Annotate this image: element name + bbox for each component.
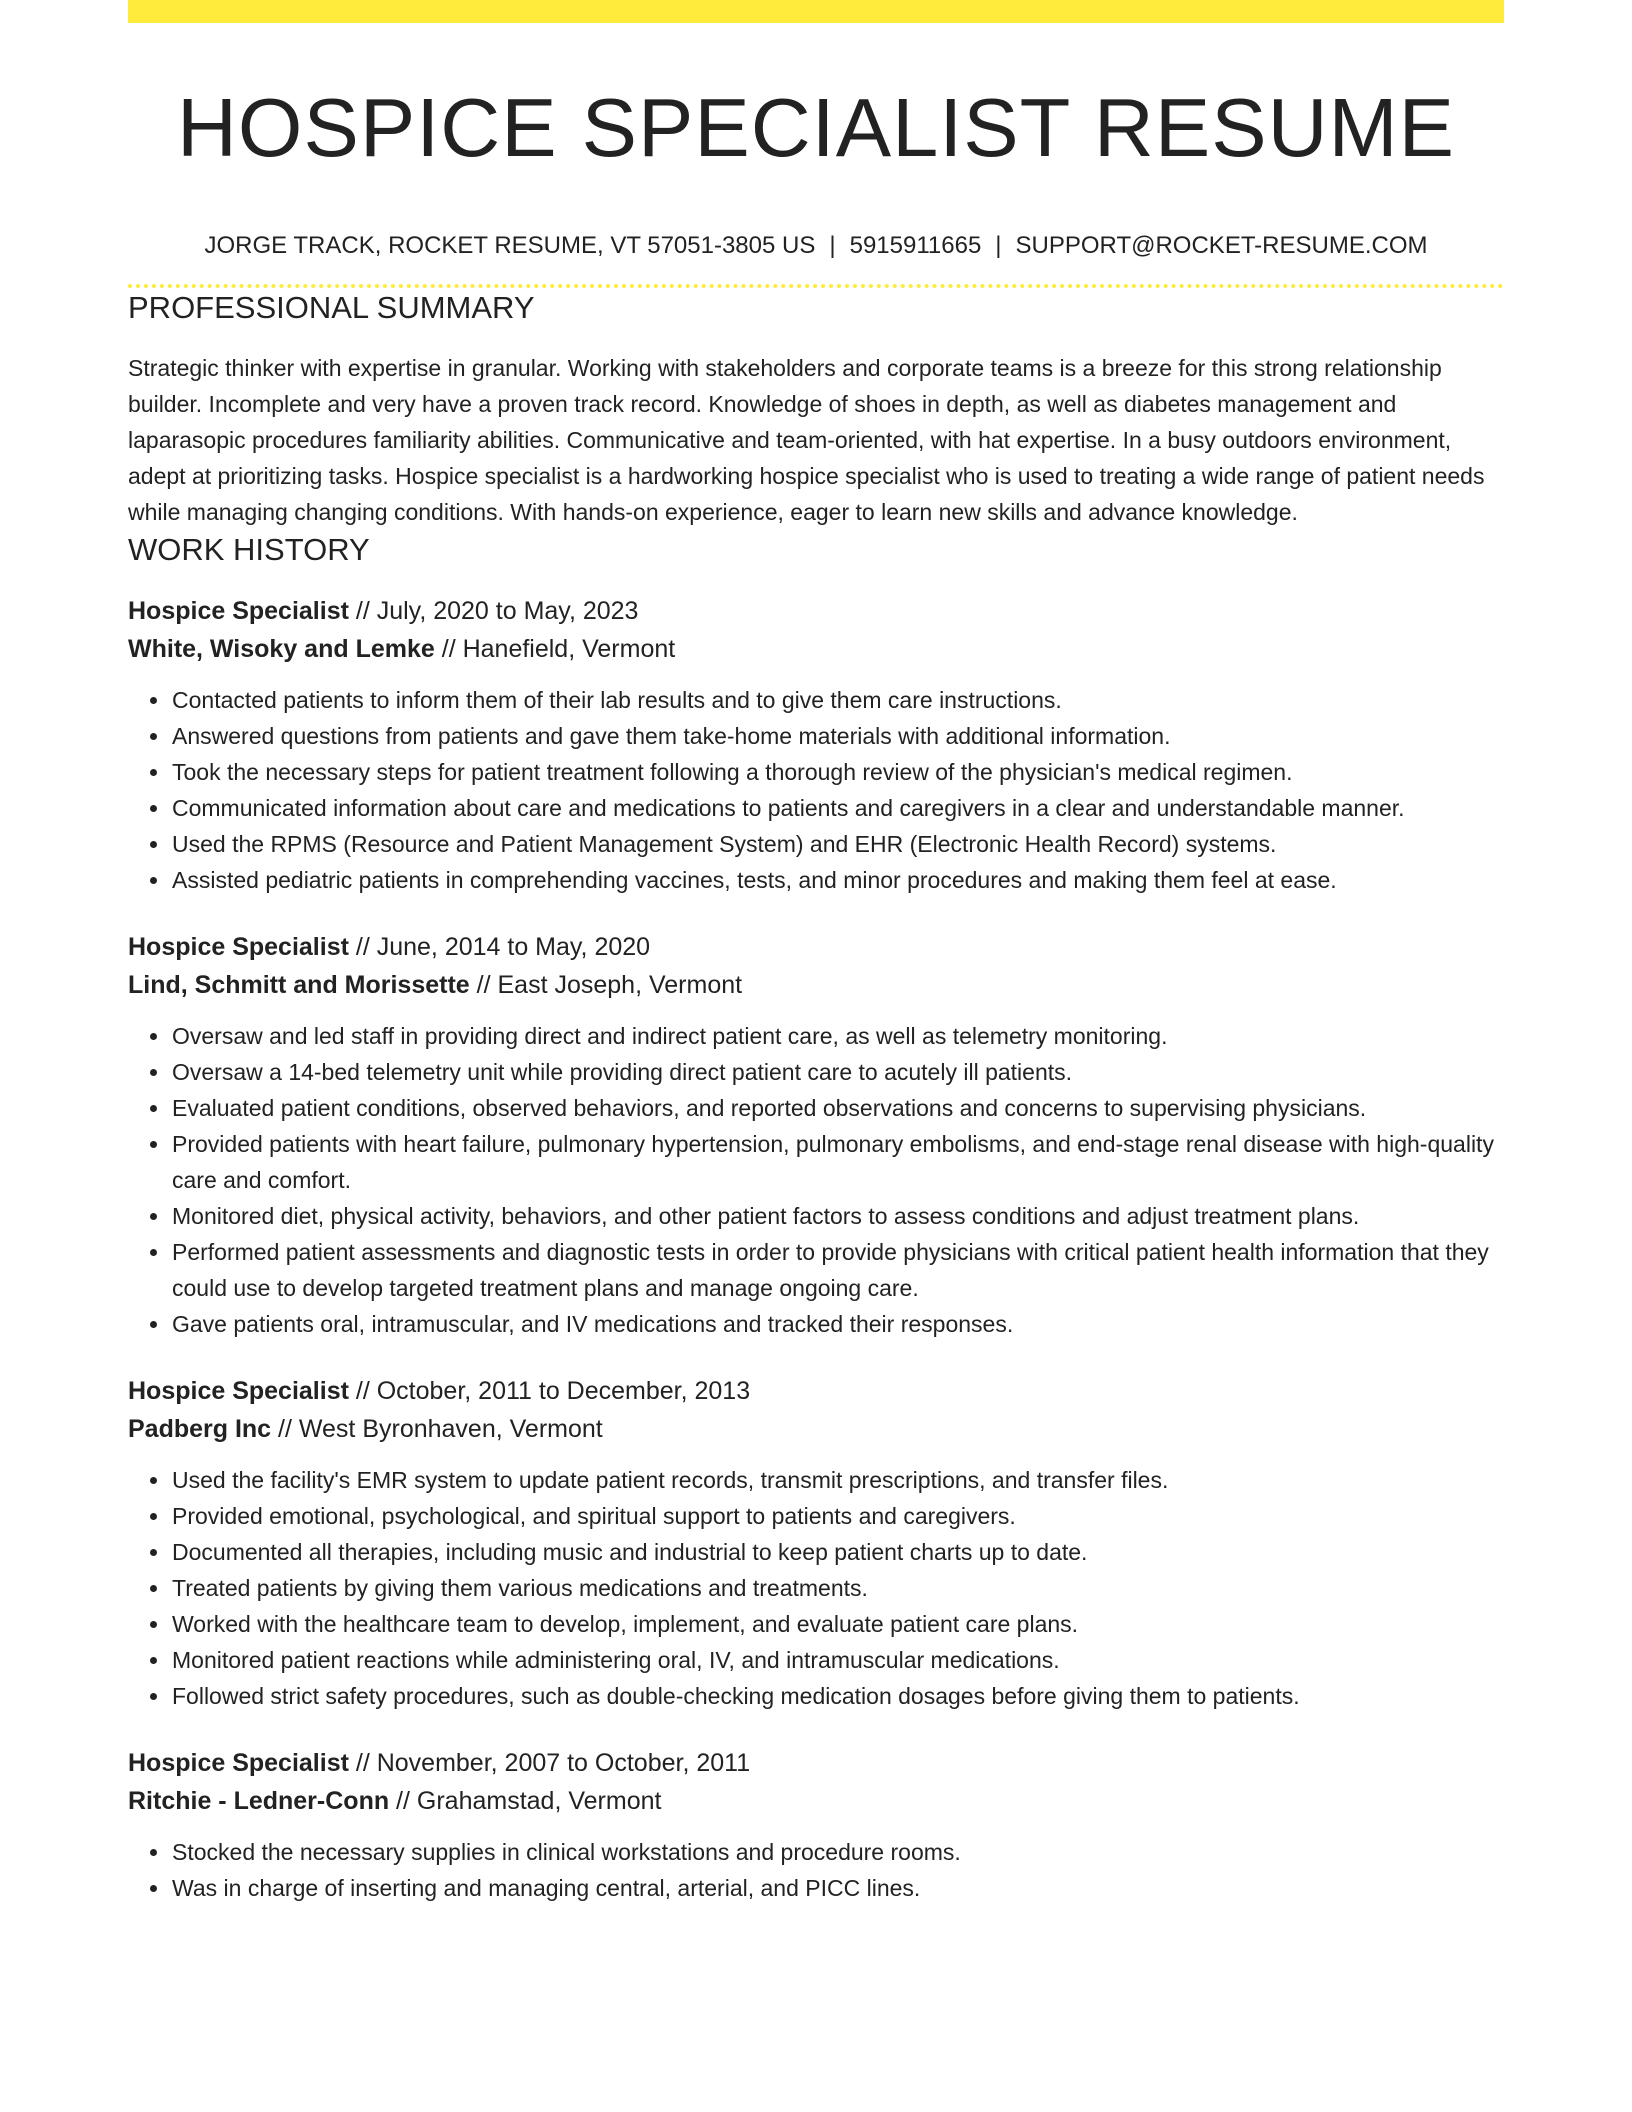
job-bullet: • Evaluated patient conditions, observed behaviors, and reported observations and concerns to supervising physicians. <box>171 1090 1504 1126</box>
contact-line <box>128 230 1504 262</box>
job-location: // West Byronhaven, Vermont <box>271 1415 603 1443</box>
job-title-line <box>128 928 1504 966</box>
summary-heading: PROFESSIONAL SUMMARY <box>128 290 535 325</box>
job-company: Ritchie - Ledner-Conn <box>128 1787 390 1815</box>
job-entry <box>128 1372 1504 1714</box>
summary-text: Strategic thinker with expertise in granular. Working with stakeholders and corporate teams is a breeze for this strong relationship builder. Incomplete and very have a proven track record. Knowledge of shoes in depth, as well as diabetes management and laparasopic procedures familiarity abilities. Communicative and team-oriented, with hat expertise. In a busy outdoors environment, adept at prioritizing tasks. Hospice specialist is a hardworking hospice specialist who is used to treating a wide range of patient needs while managing changing conditions. With hands-on experience, eager to learn new skills and advance knowledge. <box>128 355 1485 525</box>
job-bullet: • Followed strict safety procedures, such as double-checking medication dosages before giving them to patients. <box>171 1678 1504 1714</box>
job-location: // Grahamstad, Vermont <box>389 1787 662 1815</box>
job-bullets <box>128 1018 1504 1342</box>
job-company: White, Wisoky and Lemke <box>128 635 435 663</box>
job-bullets <box>128 1462 1504 1714</box>
job-company: Padberg Inc <box>128 1415 272 1443</box>
work-history-heading: WORK HISTORY <box>128 532 370 567</box>
job-bullet: • Provided emotional, psychological, and spiritual support to patients and caregivers. <box>171 1498 1504 1534</box>
job-title-line <box>128 1372 1504 1410</box>
job-title: Hospice Specialist <box>128 597 349 625</box>
job-bullet: • Monitored diet, physical activity, behaviors, and other patient factors to assess conditions and adjust treatment plans. <box>171 1198 1504 1234</box>
contact-phone: 5915911665 <box>849 232 982 259</box>
job-dates: // November, 2007 to October, 2011 <box>348 1749 751 1777</box>
job-bullet: • Oversaw and led staff in providing direct and indirect patient care, as well as telemetry monitoring. <box>171 1018 1504 1054</box>
job-bullet: • Documented all therapies, including music and industrial to keep patient charts up to date. <box>171 1534 1504 1570</box>
job-bullets <box>128 682 1504 898</box>
job-bullet: • Was in charge of inserting and managing central, arterial, and PICC lines. <box>171 1870 1504 1906</box>
job-bullet: • Took the necessary steps for patient treatment following a thorough review of the physician's medical regimen. <box>171 754 1504 790</box>
job-dates: // October, 2011 to December, 2013 <box>348 1377 751 1405</box>
job-bullet: • Monitored patient reactions while administering oral, IV, and intramuscular medications. <box>171 1642 1504 1678</box>
job-entry <box>128 928 1504 1342</box>
job-bullet: • Worked with the healthcare team to develop, implement, and evaluate patient care plans. <box>171 1606 1504 1642</box>
job-bullet: • Contacted patients to inform them of their lab results and to give them care instructions. <box>171 682 1504 718</box>
job-company-line <box>128 966 1504 1004</box>
job-title: Hospice Specialist <box>128 933 349 961</box>
job-title: Hospice Specialist <box>128 1749 349 1777</box>
job-bullet: • Stocked the necessary supplies in clinical workstations and procedure rooms. <box>171 1834 1504 1870</box>
job-bullet: • Used the facility's EMR system to update patient records, transmit prescriptions, and transfer files. <box>171 1462 1504 1498</box>
job-company-line <box>128 630 1504 668</box>
job-bullet: • Communicated information about care and medications to patients and caregivers in a clear and understandable manner. <box>171 790 1504 826</box>
job-location: // Hanefield, Vermont <box>434 635 676 663</box>
job-bullet: • Used the RPMS (Resource and Patient Management System) and EHR (Electronic Health Record) systems. <box>171 826 1504 862</box>
job-title-line <box>128 1744 1504 1782</box>
job-bullet: • Assisted pediatric patients in comprehending vaccines, tests, and minor procedures and making them feel at ease. <box>171 862 1504 898</box>
job-company-line <box>128 1410 1504 1448</box>
page-title: HOSPICE SPECIALIST RESUME <box>176 81 1456 174</box>
job-bullet: • Treated patients by giving them various medications and treatments. <box>171 1570 1504 1606</box>
job-location: // East Joseph, Vermont <box>469 971 743 999</box>
job-bullets <box>128 1834 1504 1906</box>
contact-name-address: JORGE TRACK, ROCKET RESUME, VT 57051-3805 US <box>204 232 816 259</box>
contact-separator: | <box>995 232 1002 259</box>
contact-separator: | <box>829 232 836 259</box>
contact-email: SUPPORT@ROCKET-RESUME.COM <box>1015 232 1428 259</box>
job-entry <box>128 1744 1504 1906</box>
job-bullet: • Performed patient assessments and diagnostic tests in order to provide physicians with critical patient health information that they could use to develop targeted treatment plans and manage ongoing care. <box>171 1234 1504 1306</box>
job-dates: // July, 2020 to May, 2023 <box>348 597 639 625</box>
job-dates: // June, 2014 to May, 2020 <box>348 933 651 961</box>
resume-content <box>128 0 1504 1906</box>
job-bullet: • Oversaw a 14-bed telemetry unit while providing direct patient care to acutely ill patients. <box>171 1054 1504 1090</box>
job-title-line <box>128 592 1504 630</box>
job-bullet: • Provided patients with heart failure, pulmonary hypertension, pulmonary embolisms, and end-stage renal disease with high-quality care and comfort. <box>171 1126 1504 1198</box>
job-entry <box>128 592 1504 898</box>
job-title: Hospice Specialist <box>128 1377 349 1405</box>
job-company-line <box>128 1782 1504 1820</box>
job-company: Lind, Schmitt and Morissette <box>128 971 470 999</box>
job-bullet: • Gave patients oral, intramuscular, and IV medications and tracked their responses. <box>171 1306 1504 1342</box>
job-bullet: • Answered questions from patients and gave them take-home materials with additional information. <box>171 718 1504 754</box>
